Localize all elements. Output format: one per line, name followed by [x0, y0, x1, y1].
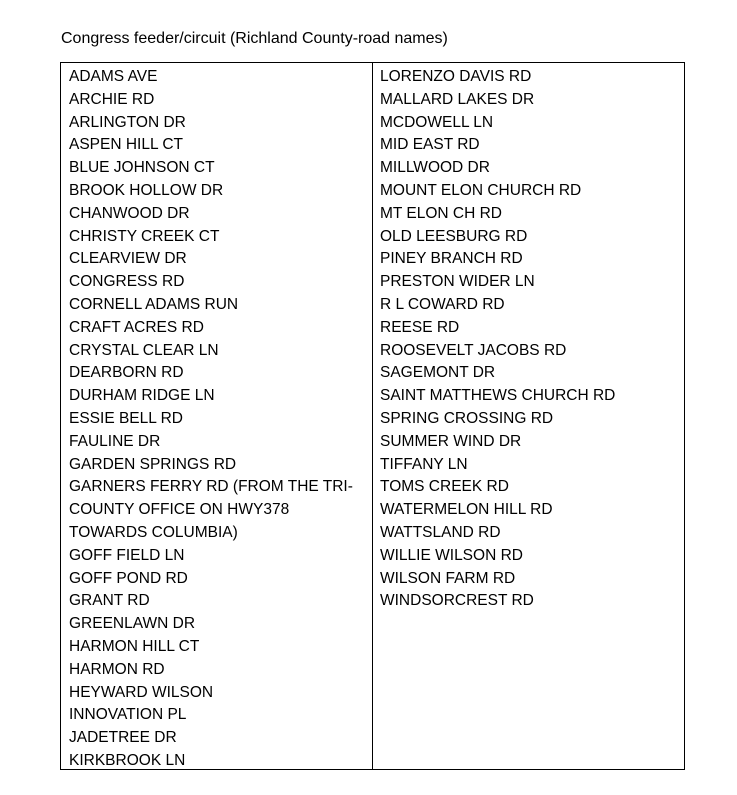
road-name-item: ARLINGTON DR — [69, 113, 186, 131]
road-name-item: WATTSLAND RD — [380, 523, 501, 541]
road-name-item: SUMMER WIND DR — [380, 432, 522, 450]
road-name-item: CRAFT ACRES RD — [69, 318, 204, 336]
road-name-item: TOMS CREEK RD — [380, 478, 509, 496]
road-name-item: PRESTON WIDER LN — [380, 273, 535, 291]
road-name-item: OLD LEESBURG RD — [380, 227, 528, 245]
road-name-item: FAULINE DR — [69, 432, 161, 450]
road-name-item: JADETREE DR — [69, 729, 177, 747]
road-name-item: ARCHIE RD — [69, 90, 155, 108]
road-name-item: WATERMELON HILL RD — [380, 501, 553, 519]
road-name-item: CONGRESS RD — [69, 273, 185, 291]
road-name-item: LORENZO DAVIS RD — [380, 68, 532, 85]
road-name-item: HEYWARD WILSON — [69, 683, 214, 701]
road-name-item: REESE RD — [380, 318, 460, 336]
road-name-item: MILLWOOD DR — [380, 159, 490, 177]
road-names-table — [60, 62, 685, 770]
road-name-item: CORNELL ADAMS RUN — [69, 295, 239, 313]
road-name-item: SAINT MATTHEWS CHURCH RD — [380, 387, 616, 405]
road-name-item: PINEY BRANCH RD — [380, 250, 523, 268]
road-name-item: CRYSTAL CLEAR LN — [69, 341, 219, 359]
road-name-item: ESSIE BELL RD — [69, 409, 184, 427]
road-name-item: CLEARVIEW DR — [69, 250, 187, 268]
road-name-item: SPRING CROSSING RD — [380, 409, 554, 427]
road-name-item: GRANT RD — [69, 592, 150, 610]
road-name-item: MT ELON CH RD — [380, 204, 503, 222]
road-name-item: ADAMS AVE — [69, 68, 158, 85]
road-name-item: MID EAST RD — [380, 136, 480, 154]
road-name-item: HARMON HILL CT — [69, 637, 200, 655]
road-name-item: GARDEN SPRINGS RD — [69, 455, 237, 473]
document-title: Congress feeder/circuit (Richland County-road names) — [61, 30, 448, 47]
road-name-item: WILSON FARM RD — [380, 569, 516, 587]
road-name-item: WILLIE WILSON RD — [380, 546, 523, 564]
left-road-column — [61, 63, 373, 769]
right-road-column — [373, 63, 684, 769]
road-name-item: DEARBORN RD — [69, 364, 184, 382]
road-name-item: BROOK HOLLOW DR — [69, 181, 224, 199]
road-name-item: CHRISTY CREEK CT — [69, 227, 220, 245]
road-name-item: KIRKBROOK LN — [69, 751, 186, 769]
road-name-item: INNOVATION PL — [69, 706, 187, 724]
road-name-item: WINDSORCREST RD — [380, 592, 534, 610]
road-name-item: SAGEMONT DR — [380, 364, 496, 382]
road-name-item: HARMON RD — [69, 660, 165, 678]
road-name-item: MCDOWELL LN — [380, 113, 494, 131]
road-name-item: GOFF FIELD LN — [69, 546, 185, 564]
road-name-item: CHANWOOD DR — [69, 204, 190, 222]
road-name-item: GREENLAWN DR — [69, 615, 196, 633]
road-name-item: DURHAM RIDGE LN — [69, 387, 215, 405]
road-name-item: ASPEN HILL CT — [69, 136, 183, 154]
road-name-item: MALLARD LAKES DR — [380, 90, 535, 108]
road-name-item: ROOSEVELT JACOBS RD — [380, 341, 567, 359]
road-name-item: TIFFANY LN — [380, 455, 468, 473]
road-name-item: BLUE JOHNSON CT — [69, 159, 215, 177]
road-name-item: MOUNT ELON CHURCH RD — [380, 181, 582, 199]
road-name-item: R L COWARD RD — [380, 295, 505, 313]
road-name-item: GARNERS FERRY RD (FROM THE TRI-COUNTY OFFICE ON HWY378 TOWARDS COLUMBIA) — [69, 478, 353, 541]
road-name-item: GOFF POND RD — [69, 569, 188, 587]
